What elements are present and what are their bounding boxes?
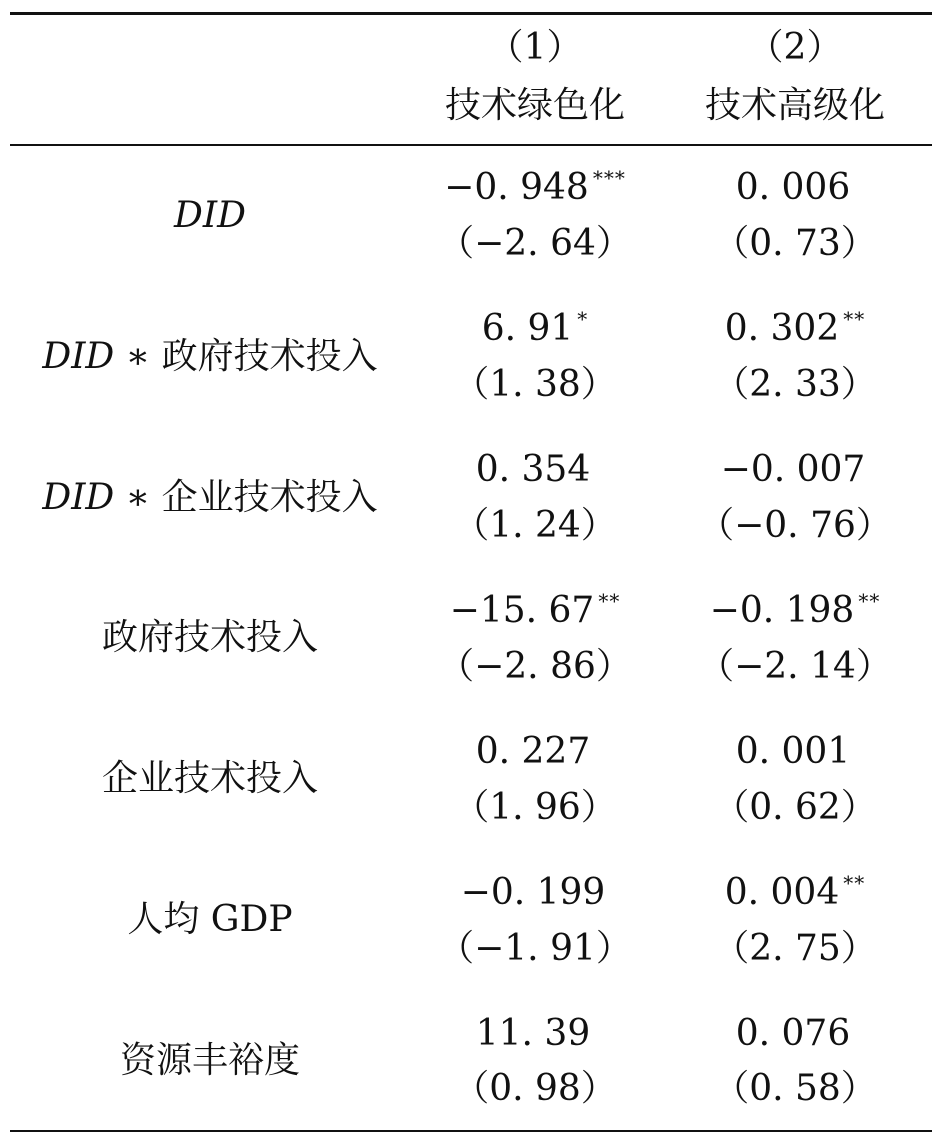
col1-coefficient [415, 309, 655, 353]
row-label-italic: DID [174, 195, 246, 236]
col2-t-stat: （2. 33） [713, 364, 877, 405]
coefficient-value: 0. 006 [735, 167, 851, 208]
coefficient-value: 0. 227 [475, 731, 591, 772]
row-label [10, 337, 410, 377]
row-label-text: ∗ 政府技术投入 [114, 336, 378, 377]
significance-stars: *** [592, 166, 626, 190]
row-label-italic: DID [42, 336, 115, 377]
significance-stars: ** [843, 307, 866, 331]
row-label [10, 478, 410, 518]
col1-t-stat: （1. 38） [453, 364, 617, 405]
col1-t-stat: （−1. 91） [438, 928, 632, 969]
significance-stars: * [577, 307, 589, 331]
col1-coefficient [415, 732, 655, 776]
coefficient-value: 0. 076 [735, 1013, 851, 1054]
col2-coefficient [675, 1014, 915, 1058]
row-label-italic: DID [42, 477, 115, 518]
header-rule [10, 144, 932, 146]
row-label-text: 资源丰裕度 [119, 1040, 300, 1081]
col1-t-stat: （−2. 64） [438, 223, 632, 264]
coefficient-value: 0. 354 [475, 449, 591, 490]
row-label-text: 人均 GDP [127, 899, 293, 940]
col2-t-stat: （0. 73） [713, 223, 877, 264]
col2-coefficient [675, 591, 915, 635]
col1-t-stat: （−2. 86） [438, 646, 632, 687]
coefficient-value: 0. 302 [724, 308, 840, 349]
col1-coefficient [415, 168, 655, 212]
coefficient-value: −15. 67 [449, 590, 595, 631]
col1-t-stat: （1. 24） [453, 505, 617, 546]
col1-number: （1） [487, 27, 583, 68]
col2-t-stat: （−2. 14） [698, 646, 892, 687]
row-label-text: ∗ 企业技术投入 [114, 477, 378, 518]
col2-t-stat: （0. 58） [713, 1068, 877, 1109]
significance-stars: ** [598, 589, 621, 613]
col2-t-stat: （0. 62） [713, 787, 877, 828]
col1-coefficient [415, 591, 655, 635]
row-label-text: 政府技术投入 [101, 617, 318, 658]
coefficient-value: 0. 004 [724, 872, 840, 913]
coefficient-value: −0. 007 [720, 449, 866, 490]
row-label [10, 900, 410, 940]
col2-coefficient [675, 732, 915, 776]
col1-t-stat: （0. 98） [453, 1068, 617, 1109]
significance-stars: ** [843, 871, 866, 895]
col2-coefficient [675, 309, 915, 353]
col2-number: （2） [747, 27, 843, 68]
col2-coefficient [675, 168, 915, 212]
row-label [10, 196, 410, 236]
col2-title: 技术高级化 [704, 85, 885, 126]
significance-stars: ** [858, 589, 881, 613]
coefficient-value: −0. 199 [460, 872, 606, 913]
coefficient-value: −0. 198 [709, 590, 855, 631]
top-rule [10, 12, 932, 15]
row-label [10, 1041, 410, 1081]
col1-coefficient [415, 1014, 655, 1058]
coefficient-value: 11. 39 [475, 1013, 591, 1054]
col2-coefficient [675, 873, 915, 917]
coefficient-value: 0. 001 [735, 731, 851, 772]
col1-coefficient [415, 450, 655, 494]
row-label-text: 企业技术投入 [101, 758, 318, 799]
col2-t-stat: （2. 75） [713, 928, 877, 969]
coefficient-value: 6. 91 [481, 308, 574, 349]
col1-t-stat: （1. 96） [453, 787, 617, 828]
bottom-rule [10, 1130, 932, 1132]
col1-title: 技术绿色化 [444, 85, 625, 126]
coefficient-value: −0. 948 [444, 167, 589, 208]
row-label [10, 618, 410, 658]
col2-coefficient [675, 450, 915, 494]
row-label [10, 759, 410, 799]
col2-t-stat: （−0. 76） [698, 505, 892, 546]
col1-coefficient [415, 873, 655, 917]
